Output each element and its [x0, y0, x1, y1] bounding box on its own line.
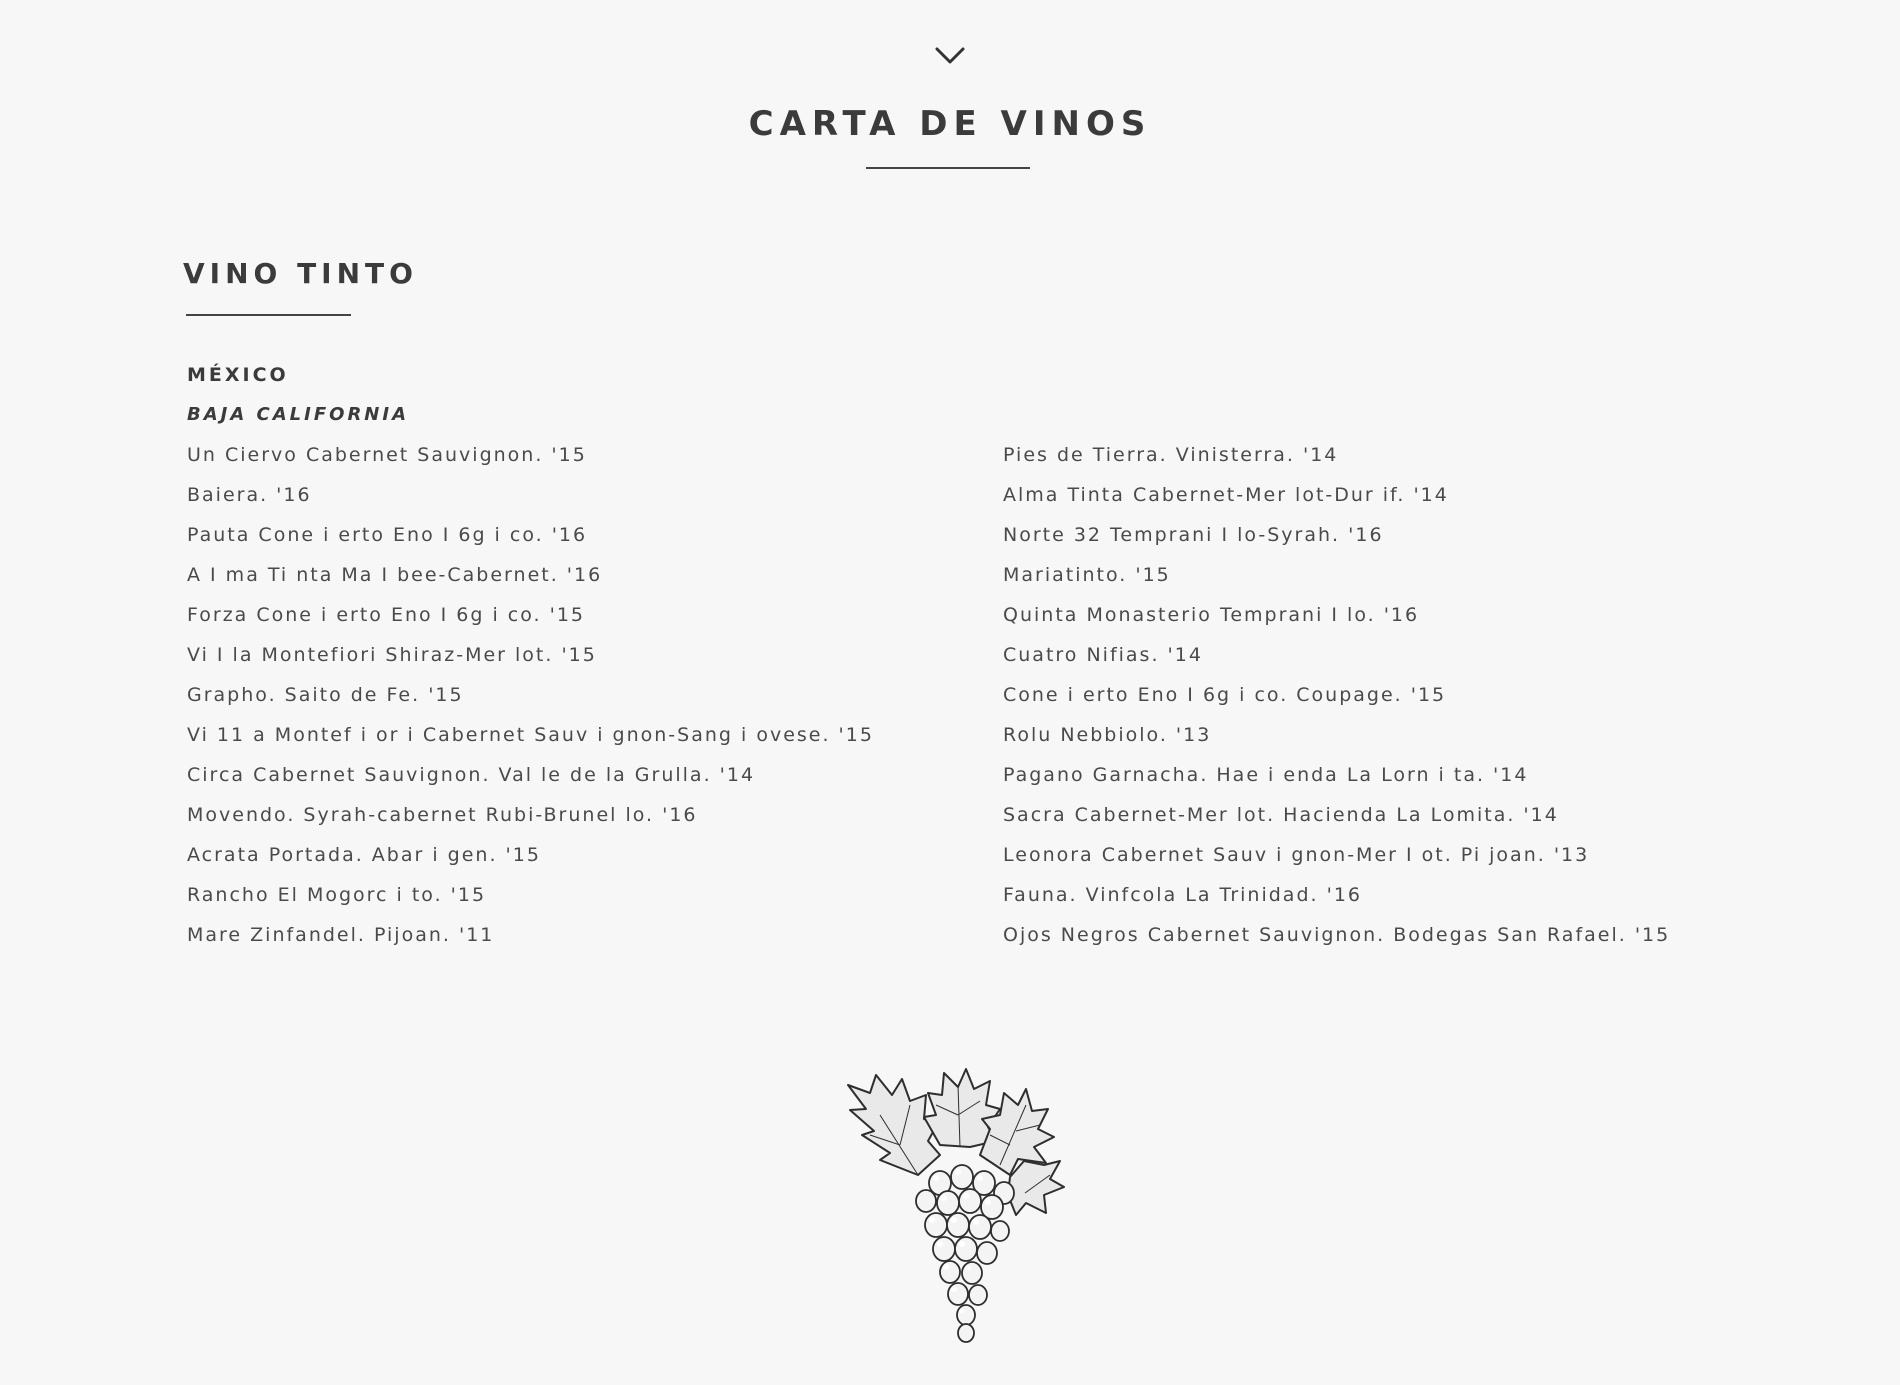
- wine-item: Acrata Portada. Abar i gen. '15: [187, 844, 541, 866]
- wine-item: Alma Tinta Cabernet-Mer lot-Dur if. '14: [1003, 484, 1449, 506]
- title-divider: [866, 167, 1030, 169]
- wine-item: Fauna. Vinfcola La Trinidad. '16: [1003, 884, 1362, 906]
- wine-item: Cone i erto Eno I 6g i co. Coupage. '15: [1003, 684, 1447, 706]
- page-title: CARTA DE VINOS: [748, 104, 1152, 144]
- wine-item: Un Ciervo Cabernet Sauvignon. '15: [187, 444, 587, 466]
- chevron-down-icon[interactable]: [934, 46, 966, 66]
- wine-item: Mariatinto. '15: [1003, 564, 1171, 586]
- wine-item: Pagano Garnacha. Hae i enda La Lorn i ta. '14: [1003, 764, 1529, 786]
- wine-item: Pauta Cone i erto Eno I 6g i co. '16: [187, 524, 588, 546]
- wine-item: Grapho. Saito de Fe. '15: [187, 684, 464, 706]
- section-divider: [186, 314, 351, 316]
- region-heading: BAJA CALIFORNIA: [187, 404, 410, 425]
- wine-item: Quinta Monasterio Temprani I lo. '16: [1003, 604, 1420, 626]
- wine-list-right: [1003, 442, 1670, 962]
- wine-item: Forza Cone i erto Eno I 6g i co. '15: [187, 604, 586, 626]
- wine-item: Ojos Negros Cabernet Sauvignon. Bodegas San Rafael. '15: [1003, 924, 1671, 946]
- wine-item: Vi 11 a Montef i or i Cabernet Sauv i gnon-Sang i ovese. '15: [187, 724, 874, 746]
- wine-item: Leonora Cabernet Sauv i gnon-Mer I ot. Pi joan. '13: [1003, 844, 1590, 866]
- wine-item: Vi I la Montefiori Shiraz-Mer lot. '15: [187, 644, 597, 666]
- wine-item: Circa Cabernet Sauvignon. Val le de la Grulla. '14: [187, 764, 756, 786]
- wine-item: Pies de Tierra. Vinisterra. '14: [1003, 444, 1339, 466]
- wine-item: Sacra Cabernet-Mer lot. Hacienda La Lomita. '14: [1003, 804, 1559, 826]
- wine-list-left: [187, 442, 874, 962]
- wine-item: Baiera. '16: [187, 484, 312, 506]
- country-heading: MÉXICO: [187, 364, 289, 386]
- section-title: VINO TINTO: [183, 257, 418, 290]
- grape-bunch-icon: [840, 1065, 1065, 1345]
- wine-item: Movendo. Syrah-cabernet Rubi-Brunel lo. '16: [187, 804, 698, 826]
- wine-item: Mare Zinfandel. Pijoan. '11: [187, 924, 495, 946]
- wine-item: Cuatro Nifias. '14: [1003, 644, 1203, 666]
- wine-item: Rolu Nebbiolo. '13: [1003, 724, 1212, 746]
- wine-item: Rancho El Mogorc i to. '15: [187, 884, 487, 906]
- wine-item: Norte 32 Temprani I lo-Syrah. '16: [1003, 524, 1384, 546]
- wine-item: A I ma Ti nta Ma I bee-Cabernet. '16: [187, 564, 603, 586]
